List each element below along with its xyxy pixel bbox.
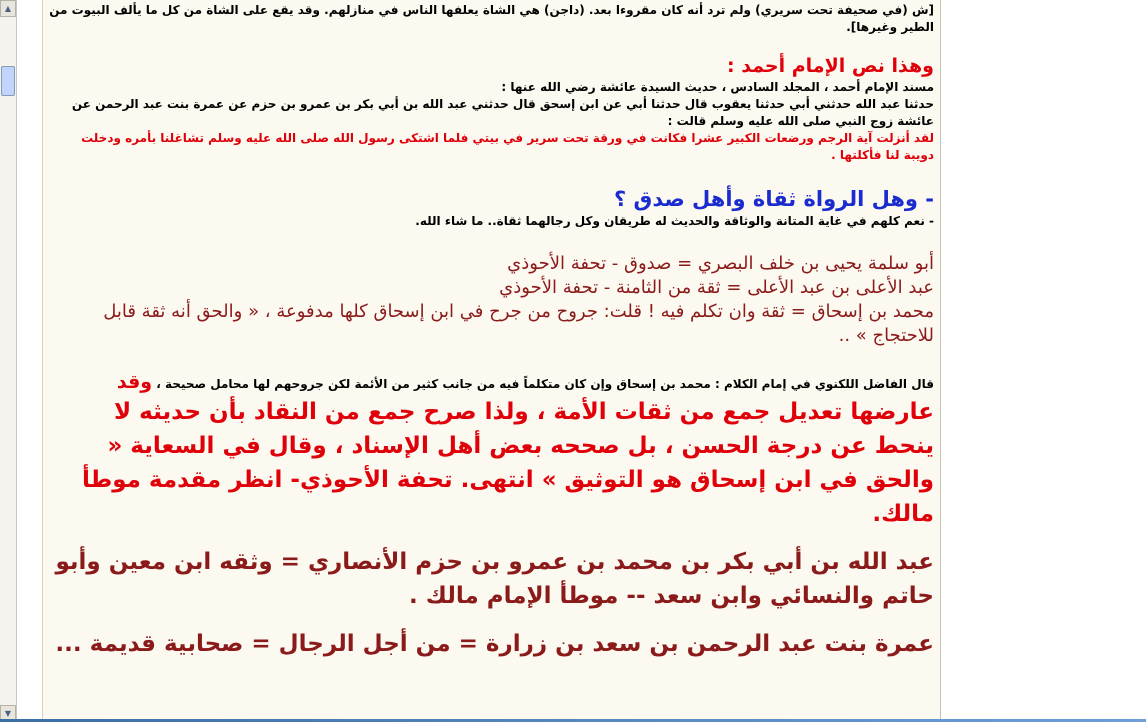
vertical-scrollbar[interactable] <box>0 0 17 722</box>
narrator-abd-al-ala: عبد الأعلى بن عبد الأعلى = ثقة من الثامنة - تحفة الأحوذي <box>499 277 934 298</box>
document-page <box>43 0 941 722</box>
narrator-amra-cutoff: عمرة بنت عبد الرحمن بن سعد بن زرارة = من أجل الرجال = صحابية قديمة ... <box>55 631 934 657</box>
laknawi-intro <box>47 370 934 395</box>
laknawi-intro-text: قال الفاضل اللكنوي في إمام الكلام : محمد بن إسحاق وإن كان متكلماً فيه من جانب كثير من الأئمة لكن جروحهم لها محامل صحيحة ، <box>156 377 934 391</box>
triangle-down-icon: ▼ <box>4 708 12 718</box>
laknawi-wa-qad: وقد <box>116 371 153 393</box>
scroll-thumb[interactable] <box>1 66 15 96</box>
hadith-text: لقد أنزلت آية الرجم ورضعات الكبير عشرا فكانت في ورقة تحت سرير في بيتي فلما اشتكى رسول الله صلى الله عليه وسلم تشاغلنا بأمره ودخلت دويبة لنا فأكلتها . <box>81 131 934 162</box>
narrator-abu-salama: أبو سلمة يحيى بن خلف البصري = صدوق - تحفة الأحوذي <box>507 253 934 274</box>
document-body <box>43 2 940 661</box>
narrator-abdullah-ibn-abi-bakr: عبد الله بن أبي بكر بن محمد بن عمرو بن حزم الأنصاري = وثقه ابن معين وأبو حاتم والنسائي وابن سعد -- موطأ الإمام مالك . <box>55 549 934 609</box>
footnote-paragraph: [ش (في صحيفة تحت سريري) ولم ترد أنه كان مقروءا بعد. (داجن) هي الشاة يعلفها الناس في منازلهم. وقد يقع على الشاة من كل ما يألف البيوت من الطير وغيرها]. <box>49 3 934 34</box>
laknawi-quote: عارضها تعديل جمع من ثقات الأمة ، ولذا صرح جمع من النقاد بأن حديثه لا ينحط عن درجة الحسن ، بل صححه بعض أهل الإسناد ، وقال في السعاية « والحق في ابن إسحاق هو التوثيق » انتهى. تحفة الأحوذي- انظر مقدمة موطأ مالك. <box>81 399 934 527</box>
triangle-up-icon: ▲ <box>4 3 12 13</box>
left-margin <box>17 0 43 722</box>
narrator-ibn-ishaq: محمد بن إسحاق = ثقة وان تكلم فيه ! قلت: جروح من جرح في ابن إسحاق كلها مدفوعة ، « والحق أنه ثقة قابل للاحتجاج » .. <box>103 301 934 346</box>
scroll-up-button[interactable] <box>0 0 16 17</box>
heading-imam-ahmad: وهذا نص الإمام أحمد : <box>727 55 934 77</box>
blank-right-area <box>941 0 1146 722</box>
musnad-reference: مسند الإمام أحمد ، المجلد السادس ، حديث السيدة عائشة رضي الله عنها : <box>501 80 934 94</box>
isnad-chain: حدثنا عبد الله حدثني أبي حدثنا يعقوب قال حدثنا أبي عن ابن إسحق قال حدثني عبد الله بن أبي بكر بن عمرو بن حزم عن عمرة بنت عبد الرحمن عن عائشة زوج النبي صلى الله عليه وسلم قالت : <box>71 97 934 128</box>
question-heading: - وهل الرواة ثقاة وأهل صدق ؟ <box>614 187 934 211</box>
answer-line: - نعم كلهم في غاية المتانة والوثاقة والحديث له طريقان وكل رجالهما ثقاة.. ما شاء الله. <box>415 214 934 228</box>
